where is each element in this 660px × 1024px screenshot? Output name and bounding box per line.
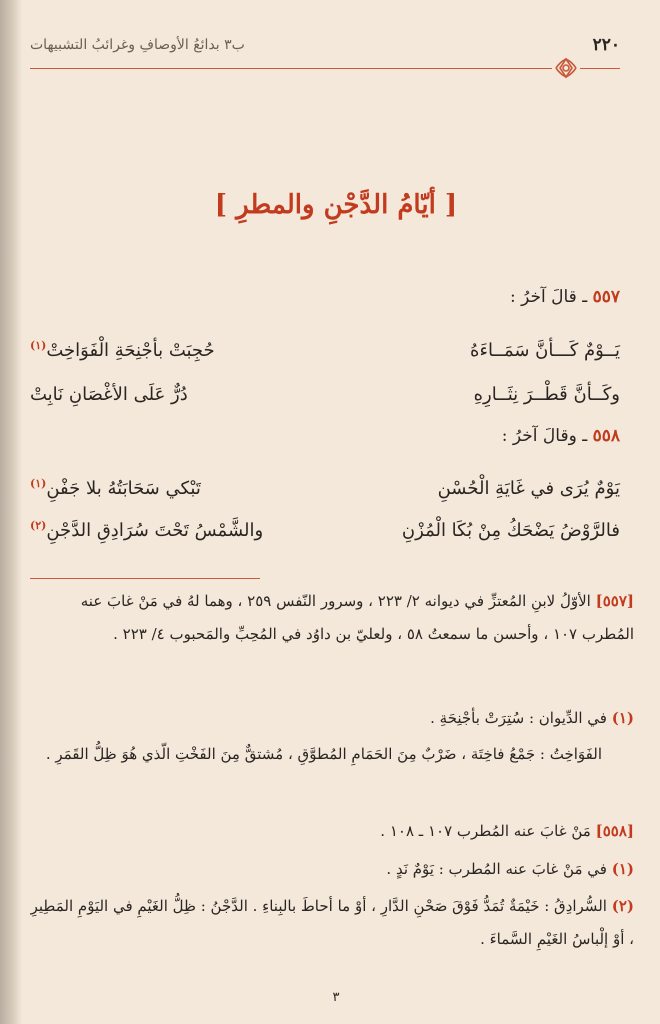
verse-first-hemistich: فالرَّوْضُ يَضْحَكُ مِنْ بُكَا الْمُزْنِ	[401, 519, 620, 541]
note-text: السُّرادِقُ : خَيْمَةٌ تُمَدُّ فَوْقَ صَحْنِ الدَّارِ ، أوْ ما أحاطَ بالبِناءِ . الدَّجْنُ : ظِلُّ الغَيْمِ في اليَوْمِ المَطِيرِ ، أوْ إلْباسُ الغَيْمِ السَّماءَ .	[30, 897, 634, 948]
entry-intro: وقالَ آخرُ :	[501, 426, 577, 446]
entry-intro: قالَ آخرُ :	[509, 287, 577, 307]
ornament-icon	[552, 56, 580, 80]
note-tag: (٢)	[611, 897, 634, 915]
note-tag: [٥٥٧]	[595, 592, 634, 610]
verse-line	[30, 332, 620, 368]
verse-second-hemistich: والشَّمْسُ تَحْتَ سُرَادِقِ الدَّجْنِ	[46, 520, 264, 541]
note-text: في مَنْ غابَ عنه المُطرب : يَوْمٌ نَدٍ .	[386, 860, 607, 878]
note-paragraph	[30, 702, 634, 735]
verse-line	[30, 512, 620, 548]
page-number: ٢٢٠	[592, 35, 620, 55]
note-text: الأوّلُ لابنِ المُعتزِّ في ديوانه ٢/ ٢٢٣ ، وسرور النّفس ٢٥٩ ، وهما لهُ في مَنْ غابَ عنه المُطرب ١٠٧ ، وأحسن ما سمعتُ ٥٨ ، ولعليّ بن داوُد في المُحِبِّ والمَحبوب ٤/ ٢٢٣ .	[80, 592, 634, 643]
verse-second-hemistich: دُرٌّ عَلَى الأغْصَانِ نَابِتْ	[30, 383, 188, 405]
footnote-marker: (١)	[30, 477, 47, 490]
note-tag: (١)	[611, 860, 634, 878]
footnote-marker: (١)	[30, 339, 47, 352]
note-paragraph	[30, 815, 634, 848]
entry-number: ٥٥٨	[592, 426, 620, 446]
header-rule	[30, 68, 620, 69]
verse-first-hemistich: يَوْمٌ يُرَى في غَايَةِ الْحُسْنِ	[437, 477, 620, 499]
bracket-open: [	[444, 190, 458, 220]
note-paragraph	[30, 585, 634, 651]
note-paragraph	[30, 853, 634, 886]
entry-heading: ٥٥٨ ـ وقالَ آخرُ :	[501, 426, 620, 446]
verse-first-hemistich: وكَــأنَّ قَطْــرَ نِثَــارِهِ	[473, 383, 620, 405]
footnote-marker: (٢)	[30, 519, 47, 532]
entry-heading: ٥٥٧ ـ قالَ آخرُ :	[509, 287, 620, 307]
note-text: في الدِّيوان : سُتِرَتْ بأجْنِحَةِ .	[430, 709, 607, 727]
verse-line	[30, 470, 620, 506]
note-tag: (١)	[611, 709, 634, 727]
note-text: مَنْ غابَ عنه المُطرب ١٠٧ ـ ١٠٨ .	[380, 822, 591, 840]
bracket-close: ]	[214, 190, 228, 220]
running-title: ب٣ بدائعُ الأوصافِ وغرائبُ التشبيهات	[30, 37, 245, 53]
note-tag: [٥٥٨]	[595, 822, 634, 840]
signature-mark: ٣	[332, 990, 340, 1005]
notes-divider	[30, 578, 260, 579]
note-paragraph	[30, 890, 634, 956]
section-title-text: أيّامُ الدَّجْنِ والمطرِ	[236, 190, 436, 220]
note-text: الفَوَاخِتُ : جَمْعُ فاخِتَة ، ضَرْبٌ مِنَ الحَمَامِ المُطوَّقِ ، مُشتقٌّ مِنَ الفَخْتِ الّذي هُوَ ظِلُّ القَمَرِ .	[45, 745, 602, 763]
verse-first-hemistich: يَــوْمٌ كَـــأنَّ سَمَــاءَهُ	[470, 339, 620, 361]
book-gutter-shadow	[0, 0, 22, 1024]
entry-number: ٥٥٧	[592, 287, 620, 307]
verse-second-hemistich: تَبْكي سَحَابَتُهُ بلا جَفْنِ	[46, 478, 201, 499]
section-title	[30, 190, 642, 220]
note-paragraph	[30, 738, 602, 771]
book-page	[30, 0, 642, 1024]
verse-line	[30, 376, 620, 412]
page-header	[30, 32, 620, 58]
verse-second-hemistich: حُجِبَتْ بأجْنِحَةِ الْفَوَاخِتْ	[46, 340, 215, 361]
